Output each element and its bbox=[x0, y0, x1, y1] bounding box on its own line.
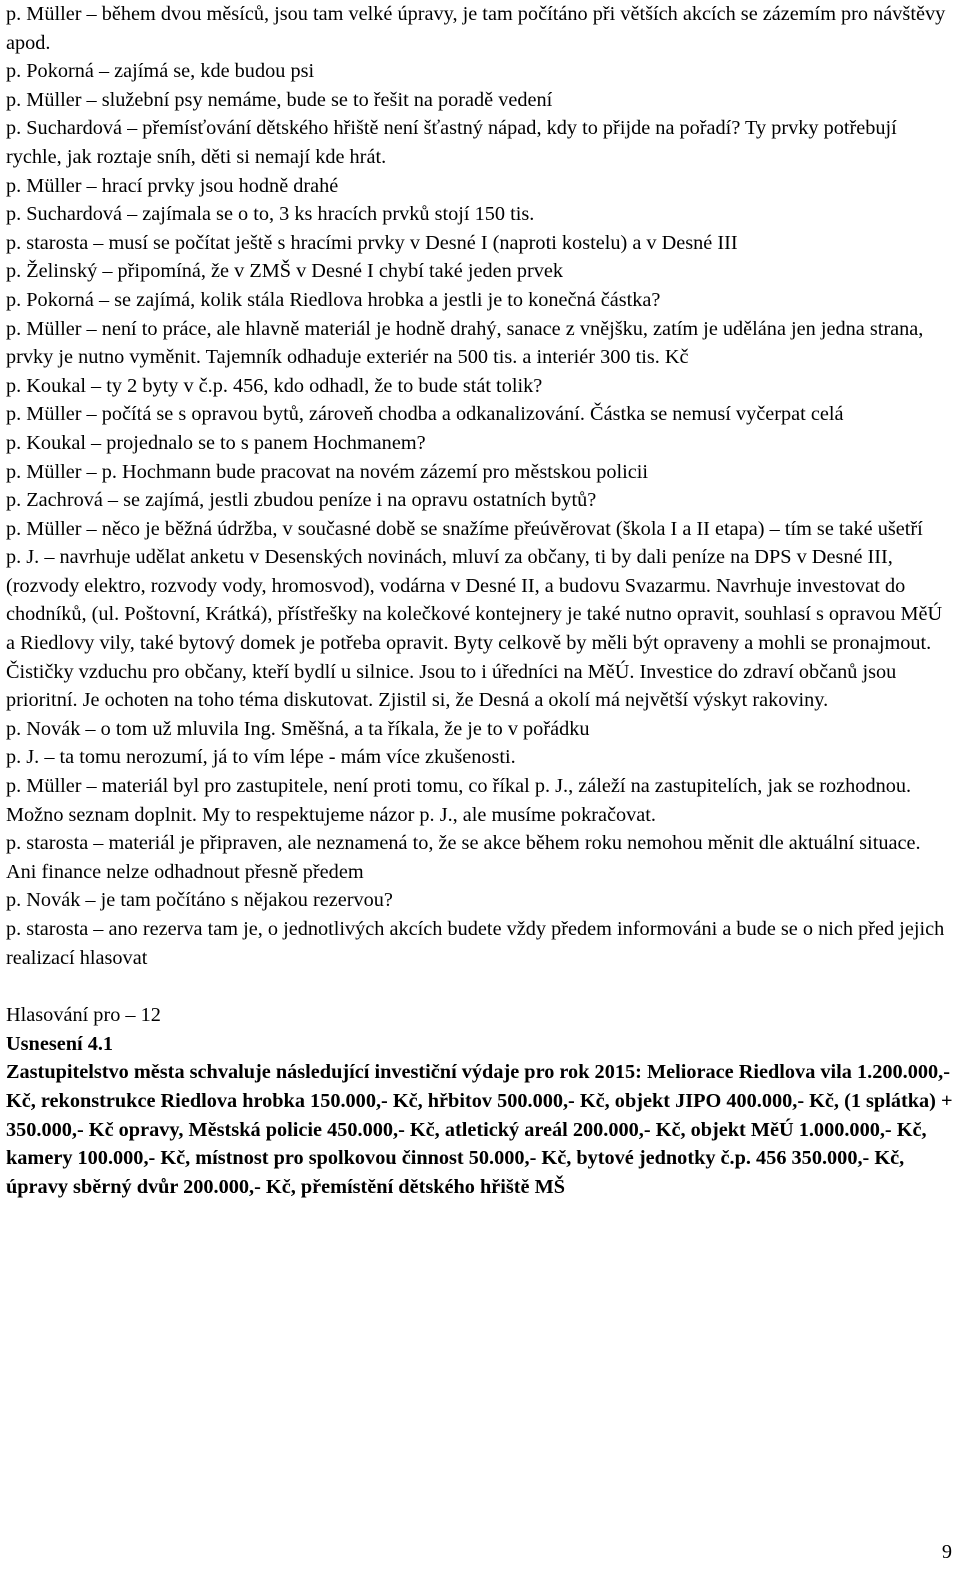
paragraph: p. Müller – počítá se s opravou bytů, zároveň chodba a odkanalizování. Částka se nemusí vyčerpat celá bbox=[6, 403, 844, 426]
paragraph: p. Müller – hrací prvky jsou hodně drahé bbox=[6, 174, 339, 197]
paragraph: p. Koukal – ty 2 byty v č.p. 456, kdo odhadl, že to bude stát tolik? bbox=[6, 374, 543, 397]
paragraph: p. J. – ta tomu nerozumí, já to vím lépe - mám více zkušenosti. bbox=[6, 746, 516, 769]
paragraph: p. Müller – služební psy nemáme, bude se to řešit na poradě vedení bbox=[6, 88, 553, 111]
paragraph: p. Pokorná – zajímá se, kde budou psi bbox=[6, 60, 315, 83]
paragraph: p. Novák – o tom už mluvila Ing. Směšná, a ta říkala, že je to v pořádku bbox=[6, 717, 590, 740]
paragraph: p. starosta – materiál je připraven, ale neznamená to, že se akce během roku nemohou měnit dle aktuální situace. Ani finance nelze odhadnout přesně předem bbox=[6, 832, 921, 883]
resolution-title: Usnesení 4.1 bbox=[6, 1032, 114, 1055]
paragraph: p. Suchardová – přemísťování dětského hřiště není šťastný nápad, kdy to přijde na pořadí? Ty prvky potřebují rychle, jak roztaje sníh, děti si nemají kde hrát. bbox=[6, 117, 897, 168]
paragraph: p. J. – navrhuje udělat anketu v Desenských novinách, mluví za občany, ti by dali peníze na DPS v Desné III, (rozvody elektro, rozvody vody, hromosvod), vodárna v Desné II, a budovu Svazarmu. Navrhuje investovat do chodníků, (ul. Poštovní, Krátká), přístřešky na kolečkové kontejnery je také nutno opravit, souhlasí s opravou MěÚ a Riedlovy vily, také bytový domek je potřeba opravit. Byty celkově by měli být opraveny a mohli se pronajmout. Čističky vzduchu pro občany, kteří bydlí u silnice. Jsou to i úředníci na MěÚ. Investice do zdraví občanů jsou prioritní. Je ochoten na toho téma diskutovat. Zjistil si, že Desná a okolí má největší výskyt rakoviny. bbox=[6, 546, 943, 712]
paragraph: p. starosta – ano rezerva tam je, o jednotlivých akcích budete vždy předem informováni a bude se o nich před jejich realizací hlasovat bbox=[6, 918, 945, 969]
paragraph: p. Müller – něco je běžná údržba, v současné době se snažíme přeúvěrovat (škola I a II etapa) – tím se také ušetří bbox=[6, 517, 923, 540]
document-page bbox=[6, 0, 954, 1201]
paragraph: p. Müller – během dvou měsíců, jsou tam velké úpravy, je tam počítáno při větších akcích se zázemím pro návštěvy apod. bbox=[6, 3, 946, 54]
paragraph: p. Müller – p. Hochmann bude pracovat na novém zázemí pro městskou policii bbox=[6, 460, 649, 483]
paragraph: p. Müller – není to práce, ale hlavně materiál je hodně drahý, sanace z vnějšku, zatím je udělána jen jedna strana, prvky je nutno vyměnit. Tajemník odhaduje exteriér na 500 tis. a interiér 300 tis. Kč bbox=[6, 317, 924, 369]
resolution-text: Zastupitelstvo města schvaluje následující investiční výdaje pro rok 2015: Meliorace Riedlova vila 1.200.000,- Kč, rekonstrukce Riedlova hrobka 150.000,- Kč, hřbitov 500.000,- Kč, objekt JIPO 400.000,- Kč, (1 splátka) + 350.000,- Kč opravy, Městská policie 450.000,- Kč, atletický areál 200.000,- Kč, objekt MěÚ 1.000.000,- Kč, kamery 100.000,- Kč, místnost pro spolkovou činnost 50.000,- Kč, bytové jednotky č.p. 456 350.000,- Kč, úpravy sběrný dvůr 200.000,- Kč, přemístění dětského hřiště MŠ bbox=[6, 1061, 953, 1198]
paragraph: p. starosta – musí se počítat ještě s hracími prvky v Desné I (naproti kostelu) a v Desné III bbox=[6, 231, 738, 254]
paragraph: p. Zachrová – se zajímá, jestli zbudou peníze i na opravu ostatních bytů? bbox=[6, 489, 597, 512]
paragraph: p. Suchardová – zajímala se o to, 3 ks hracích prvků stojí 150 tis. bbox=[6, 203, 535, 226]
paragraph: p. Pokorná – se zajímá, kolik stála Riedlova hrobka a jestli je to konečná částka? bbox=[6, 288, 661, 311]
vote-result: Hlasování pro – 12 bbox=[6, 1004, 161, 1027]
blank-line bbox=[6, 972, 954, 1001]
paragraph: p. Novák – je tam počítáno s nějakou rezervou? bbox=[6, 889, 393, 912]
paragraph: p. Želinský – připomíná, že v ZMŠ v Desné I chybí také jeden prvek bbox=[6, 260, 564, 283]
page-number: 9 bbox=[941, 1541, 952, 1563]
paragraph: p. Koukal – projednalo se to s panem Hochmanem? bbox=[6, 431, 426, 454]
paragraph: p. Müller – materiál byl pro zastupitele, není proti tomu, co říkal p. J., záleží na zastupitelích, jak se rozhodnou. Možno seznam doplnit. My to respektujeme názor p. J., ale musíme pokračovat. bbox=[6, 775, 912, 826]
